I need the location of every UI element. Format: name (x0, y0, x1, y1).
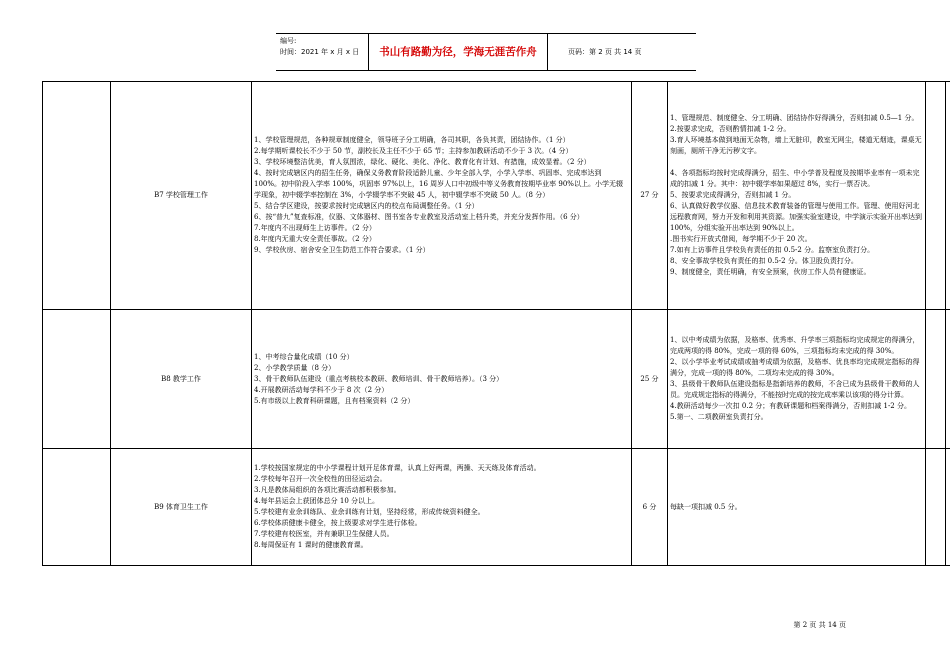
score-cell: 6 分 (632, 449, 668, 566)
criteria-line: 1、中考综合量化成绩（10 分） (254, 352, 354, 361)
page-header (276, 33, 696, 71)
criteria-line: 7.学校建有校医室，并有兼职卫生保健人员。 (254, 530, 394, 538)
criteria-cell (252, 449, 632, 566)
criteria-line: 1.学校按国家规定的中小学课程计划开足体育课，认真上好两课，两操、天天练及体育活动。 (254, 464, 541, 472)
method-line (670, 157, 923, 168)
method-line: 7.如有上访事件且学校负有责任的扣 0.5-2 分。监察室负责打分。 (670, 246, 875, 254)
method-cell (668, 82, 926, 310)
blank-cell (926, 449, 946, 566)
method-line: 每缺一项扣减 0.5 分。 (670, 502, 742, 511)
item-cell: B7 学校管理工作 (111, 82, 252, 310)
item-cell: B8 教学工作 (111, 310, 252, 449)
method-line: 4、各项指标均按时完成得满分，招生、中小学普及程度及按期毕业率有一项未完成的扣减 1 分。其中：初中辍学率如果超过 8%，实行一票否决。 (670, 169, 920, 188)
blank-cell (946, 449, 950, 566)
method-line: 5、按要求完成得满分，否则扣减 1 分。 (670, 191, 796, 199)
criteria-line: 1、学校管理规范，各种规章制度健全，领导班子分工明确，各司其职，各负其责，团结协作。（1 分） (254, 136, 570, 144)
criteria-line: 5.有市级以上教育科研课题，且有档案资料（2 分） (254, 396, 415, 405)
criteria-line: 4.开展教研活动每学科不少于 8 次（2 分） (254, 385, 389, 394)
method-cell (668, 310, 926, 449)
blank-cell (926, 82, 946, 310)
blank-cell (946, 310, 950, 449)
criteria-line: 3、骨干教师队伍建设（重点考核校本教研、教师培训、骨干教师培养）。（3 分） (254, 374, 504, 383)
table-row (43, 310, 950, 449)
method-line: 2、以小学毕业考试成绩或抽考成绩为依据，及格率、优良率均完成规定指标的得满分，完成一项的得 80%，二项均未完成的得 30%。 (670, 358, 920, 377)
evaluation-table (42, 81, 950, 566)
category-cell (43, 310, 111, 449)
criteria-line: 8.每周保证有 1 课时的健康教育课。 (254, 541, 368, 549)
criteria-line: 6、按“普九”复查标准，仪器、文体器材、图书室各专业教室及活动室上档升类，并充分发挥作用。（6 分） (254, 213, 584, 221)
criteria-line: 2.每学期听课校长不少于 50 节，副校长及主任不少于 65 节；主持参加教研活动不少于 3 次。（4 分） (254, 147, 573, 155)
method-line: 6、认真做好教学仪器、信息技术教育装备的管理与使用工作。管理、使用好河北远程教育网，努力开发和利用其资源。加强实验室建设，中学演示实验开出率达到 100%，分组实验开出率达到 90%以上。 (670, 202, 922, 232)
criteria-line: 3.凡是教体局组织的各项比赛活动都积极参加。 (254, 486, 401, 494)
criteria-line: 7.年度内不出现师生上访事件。（2 分） (254, 224, 376, 232)
method-line: 5.第一、二项教研室负责打分。 (670, 413, 768, 421)
header-motto: 书山有路勤为径，学海无涯苦作舟 (368, 34, 548, 70)
method-line: 9、制度健全，责任明确，有安全预案，伙房工作人员有健康证。 (670, 268, 871, 276)
category-cell (43, 449, 111, 566)
table-row (43, 449, 950, 566)
header-page-info: 页码：第 2 页 共 14 页 (568, 48, 642, 56)
criteria-cell (252, 310, 632, 449)
criteria-line: 4.每年县运会上获团体总分 10 分以上。 (254, 497, 380, 505)
method-line: 2.按要求完成，否则酌情扣减 1-2 分。 (670, 125, 791, 133)
criteria-line: 6.学校体质健康卡健全，按上级要求对学生进行体检。 (254, 519, 422, 527)
method-line: 4.教研活动每少一次扣 0.2 分；有教研课题和档案得满分，否则扣减 1-2 分。 (670, 402, 911, 410)
page-footer: 第 2 页 共 14 页 (793, 621, 846, 629)
method-line: 8、安全事故学校负有责任的扣 0.5-2 分。体卫股负责打分。 (670, 257, 858, 265)
method-line: .图书实行开放式借阅，每学期不少于 20 次。 (670, 235, 812, 243)
criteria-line: 2.学校每年召开一次全校性的田径运动会。 (254, 475, 387, 483)
method-cell (668, 449, 926, 566)
blank-cell (946, 82, 950, 310)
criteria-line: 2、小学教学质量（8 分） (254, 363, 336, 372)
method-line: 1、管理规范、制度健全、分工明确、团结协作好得满分，否则扣减 0.5—1 分。 (670, 114, 919, 122)
score-cell: 27 分 (632, 82, 668, 310)
criteria-cell (252, 82, 632, 310)
header-time-label: 时间：2021 年 x 月 x 日 (280, 48, 360, 56)
blank-cell (926, 310, 946, 449)
criteria-line: 5、结合学区建设，按要求按时完成辖区内的校点布局调整任务。（1 分） (254, 202, 479, 210)
criteria-line: 3、学校环境整洁优美，育人氛围浓，绿化、硬化、美化、净化、教育化有计划、有措施，成效显着。（2 分） (254, 158, 591, 166)
criteria-line: 8.年度内无重大安全责任事故。（2 分） (254, 235, 376, 243)
method-line: 1、以中考成绩为依据，及格率、优秀率、升学率三项指标均完成规定的得满分，完成两项的得 80%，完成一项的得 60%，三项指标均未完成的得 30%。 (670, 336, 920, 355)
score-cell: 25 分 (632, 310, 668, 449)
method-line: 3.育人环境基本做到地面无杂物，墙上无脏印，教室无网尘，楼道无烟迹，课桌无刻画，厕所干净无污秽文字。 (670, 136, 922, 155)
header-meta (280, 36, 359, 58)
criteria-line: 5.学校建有业余训练队、业余训练有计划，坚持经常，形成传统资料健全。 (254, 508, 485, 516)
table-row (43, 82, 950, 310)
method-line: 3、县级骨干教师队伍建设指标是指新培养的教师，不含已成为县级骨干教师的人员。完成规定指标的得满分，不能按时完成的按完成率乘以该项的得分计算。 (670, 380, 920, 399)
header-number-label: 编号: (280, 37, 297, 45)
criteria-line: 9、学校伙房、宿舍安全卫生防范工作符合要求。（1 分） (254, 246, 430, 254)
criteria-line: 4、按时完成辖区内的招生任务，确保义务教育阶段适龄儿童、少年全部入学，小学入学率、巩固率、完成率达到 100%。初中阶段入学率 100%，巩固率 97%以上，16 周岁人口中初级中等义务教育按期毕业率 90%以上。小学无辍学现象，初中辍学率控制在 3%，小学辍学率不突破 45 人，初中辍学率不突破 50 人。（8 分） (254, 169, 623, 199)
item-cell: B9 体育卫生工作 (111, 449, 252, 566)
category-cell (43, 82, 111, 310)
